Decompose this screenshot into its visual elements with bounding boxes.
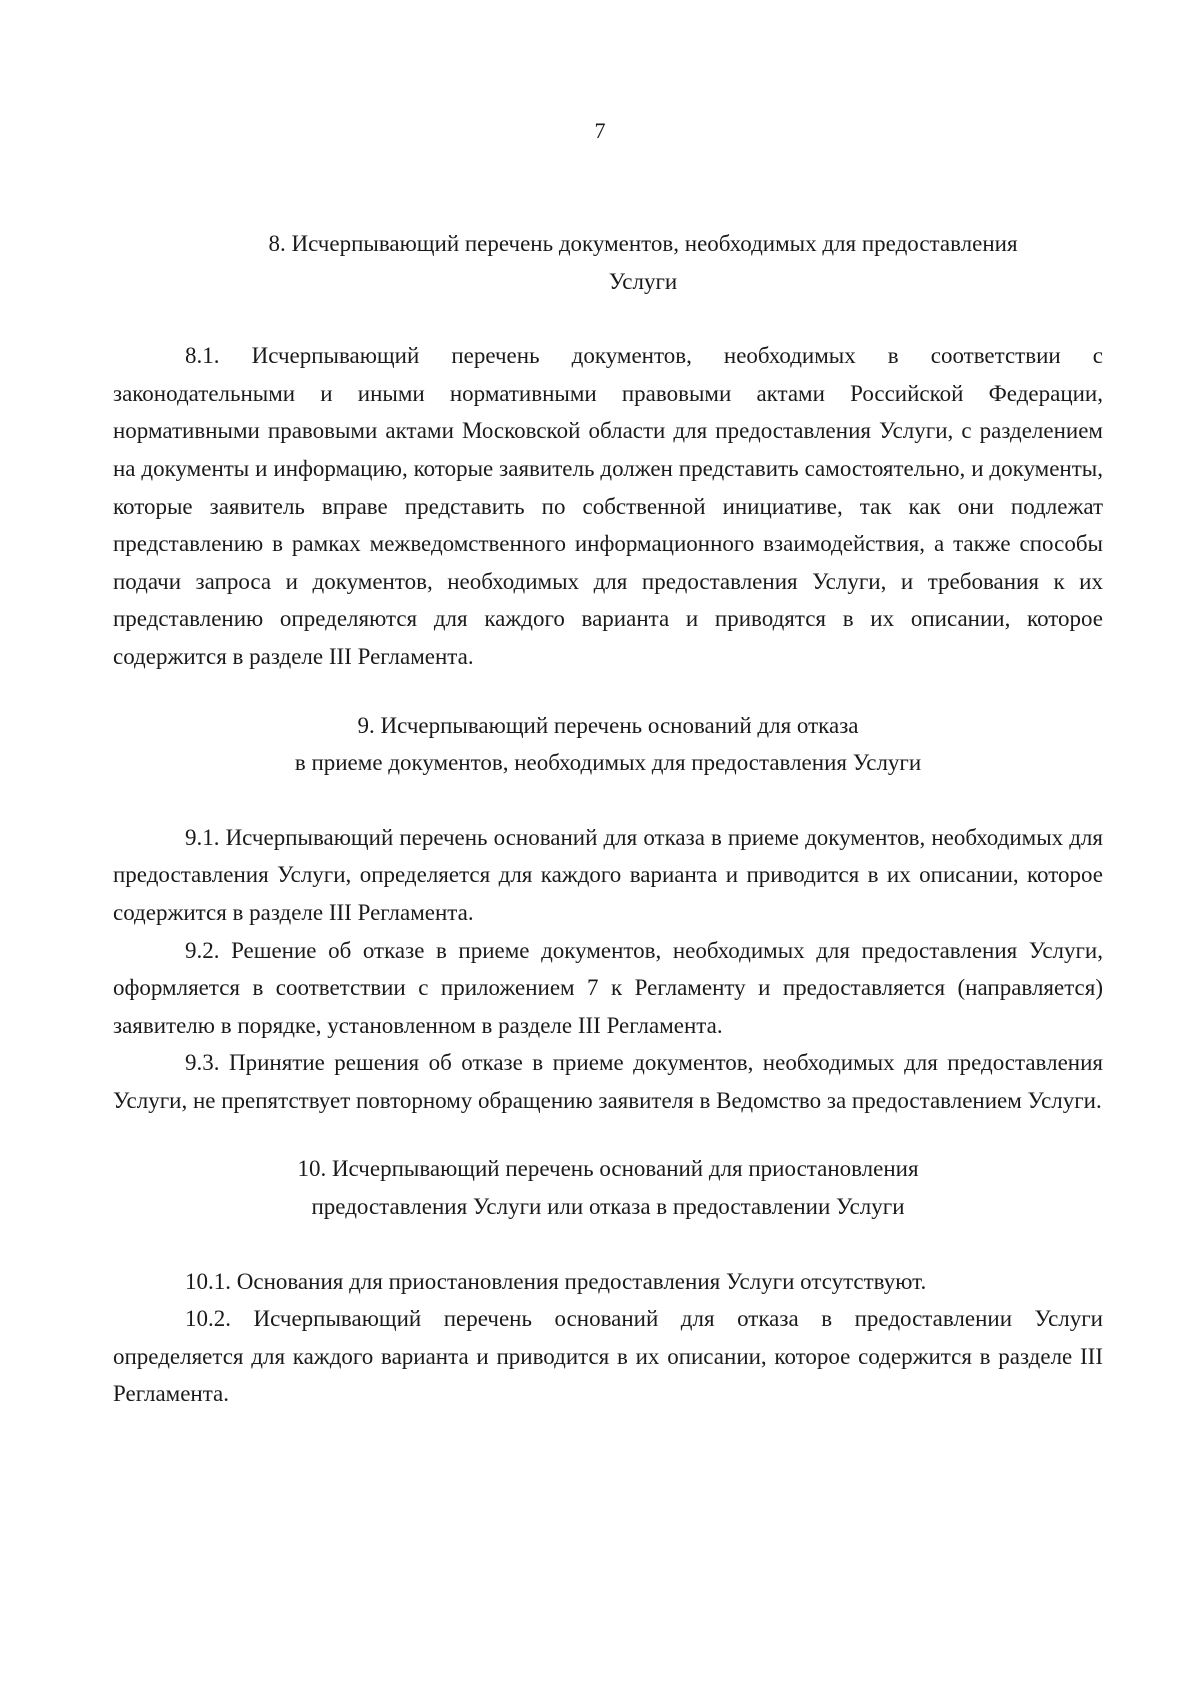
heading-line: Услуги	[608, 268, 678, 294]
section-heading-9	[113, 707, 1103, 782]
paragraph-9-2: 9.2. Решение об отказе в приеме документов, необходимых для предоставления Услуги, оформляется в соответствии с приложением 7 к Регламенту и предоставляется (направляется) заявителю в порядке, установленном в разделе III Регламента.	[113, 937, 1103, 1038]
paragraph-8-1: 8.1. Исчерпывающий перечень документов, необходимых в соответствии с законодательными и иными нормативными правовыми актами Российской Федерации, нормативными правовыми актами Московской области для предоставления Услуги, с разделением на документы и информацию, которые заявитель должен представить самостоятельно, и документы, которые заявитель вправе представить по собственной инициативе, так как они подлежат представлению в рамках межведомственного информационного взаимодействия, а также способы подачи запроса и документов, необходимых для предоставления Услуги, и требования к их представлению определяются для каждого варианта и приводятся в их описании, которое содержится в разделе III Регламента.	[113, 343, 1103, 669]
paragraph-10-2: 10.2. Исчерпывающий перечень оснований для отказа в предоставлении Услуги определяется для каждого варианта и приводится в их описании, которое содержится в разделе III Регламента.	[113, 1306, 1103, 1407]
section-heading-8	[113, 225, 1103, 300]
page-number: 7	[594, 118, 606, 143]
paragraph-9-3: 9.3. Принятие решения об отказе в приеме документов, необходимых для предоставления Услуги, не препятствует повторному обращению заявителя в Ведомство за предоставлением Услуги.	[113, 1050, 1103, 1113]
paragraph-10-1: 10.1. Основания для приостановления предоставления Услуги отсутствуют.	[185, 1268, 927, 1294]
document-body	[113, 225, 1103, 1413]
section-heading-10	[113, 1150, 1103, 1225]
heading-line: предоставления Услуги или отказа в предоставлении Услуги	[311, 1194, 905, 1220]
heading-line: 9. Исчерпывающий перечень оснований для отказа	[357, 712, 859, 738]
paragraph-9-1: 9.1. Исчерпывающий перечень оснований для отказа в приеме документов, необходимых для предоставления Услуги, определяется для каждого варианта и приводится в их описании, которое содержится в разделе III Регламента.	[113, 824, 1103, 925]
heading-line: 8. Исчерпывающий перечень документов, необходимых для предоставления	[268, 231, 1018, 256]
heading-line: 10. Исчерпывающий перечень оснований для приостановления	[297, 1156, 919, 1182]
heading-line: в приеме документов, необходимых для предоставления Услуги	[294, 750, 922, 776]
